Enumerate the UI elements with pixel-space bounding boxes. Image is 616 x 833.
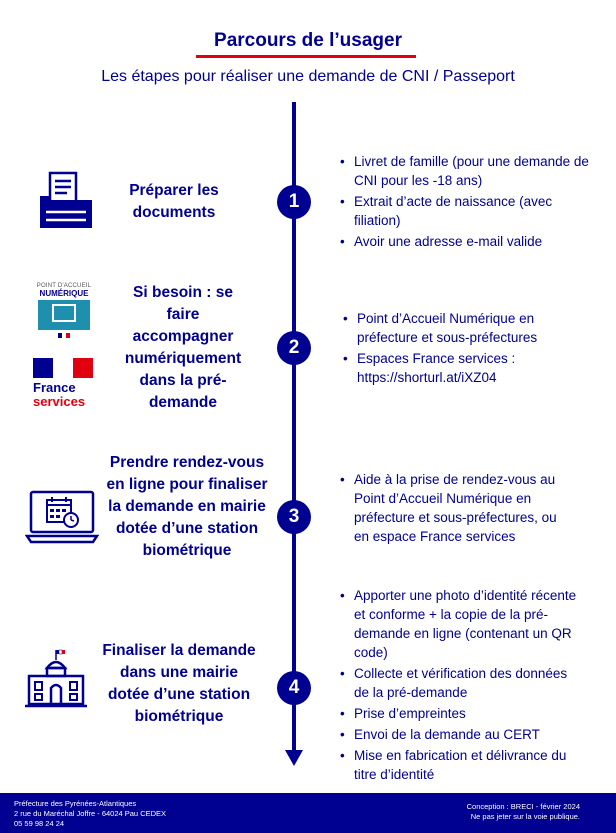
footer-credit: Conception : BRECI - février 2024 <box>466 802 580 811</box>
step-2-number: 2 <box>277 331 311 365</box>
timeline-arrow-icon <box>285 750 303 766</box>
step-1-number: 1 <box>277 185 311 219</box>
french-flag-icon <box>58 333 70 338</box>
page-title: Parcours de l’usager <box>214 30 402 51</box>
pan-logo-line2: NUMÉRIQUE <box>39 289 89 298</box>
list-item: • Apporter une photo d’identité récente et conforme + la copie de la pré-demande en ligne (contenant un QR code) <box>340 586 585 662</box>
france-services-logo <box>33 358 95 414</box>
step-4-number: 4 <box>277 671 311 705</box>
point-accueil-numerique-logo <box>33 283 95 341</box>
list-item: • Prise d’empreintes <box>340 704 585 723</box>
step-2-title: Si besoin : se faire accompagner numériquement dans la pré-demande <box>124 284 242 411</box>
list-item: • Livret de famille (pour une demande de CNI pour les -18 ans) <box>340 152 600 190</box>
list-item: • Espaces France services : https://shorturl.at/iXZ04 <box>343 349 563 387</box>
step-4-bullets <box>340 586 585 786</box>
footer <box>0 793 616 833</box>
footer-notice: Ne pas jeter sur la voie publique. <box>470 812 580 821</box>
computer-calendar-icon <box>25 488 99 548</box>
list-item: • Collecte et vérification des données de la pré-demande <box>340 664 585 702</box>
marianne-flag-icon <box>33 358 93 378</box>
folder-documents-icon <box>36 170 96 232</box>
footer-address-block <box>14 799 166 829</box>
step-1-bullets <box>340 152 600 253</box>
france-services-line2: services <box>33 394 86 409</box>
list-item: • Extrait d’acte de naissance (avec filiation) <box>340 192 600 230</box>
footer-credit-block <box>467 802 580 822</box>
step-3-number: 3 <box>277 500 311 534</box>
list-item: • Envoi de la demande au CERT <box>340 725 585 744</box>
computer-screen-icon <box>38 300 90 330</box>
page-title-wrap <box>0 30 616 52</box>
list-item: • Point d’Accueil Numérique en préfecture et sous-préfectures <box>343 309 563 347</box>
list-item: • Mise en fabrication et délivrance du titre d’identité <box>340 746 585 784</box>
town-hall-icon <box>25 648 87 710</box>
step-1-title: Préparer les documents <box>129 182 219 221</box>
step-2-bullets <box>343 309 563 389</box>
step-4-title: Finaliser la demande dans une mairie dotée d’une station biométrique <box>102 642 256 725</box>
footer-phone: 05 59 98 24 24 <box>14 819 65 828</box>
step-3-bullets <box>340 470 565 548</box>
footer-address: 2 rue du Maréchal Joffre - 64024 Pau CEDEX <box>14 809 167 818</box>
footer-org: Préfecture des Pyrénées-Atlantiques <box>14 799 137 808</box>
france-services-line1: France <box>33 380 76 395</box>
pan-logo-line1: POINT D'ACCUEIL <box>36 283 92 289</box>
list-item: • Aide à la prise de rendez-vous au Point d’Accueil Numérique en préfecture et sous-préfectures, ou en espace France services <box>340 470 565 546</box>
list-item: • Avoir une adresse e-mail valide <box>340 232 600 251</box>
page-subtitle: Les étapes pour réaliser une demande de CNI / Passeport <box>101 68 515 85</box>
step-3-title: Prendre rendez-vous en ligne pour finaliser la demande en mairie dotée d’une station biométrique <box>106 454 268 559</box>
title-underline <box>196 55 416 58</box>
